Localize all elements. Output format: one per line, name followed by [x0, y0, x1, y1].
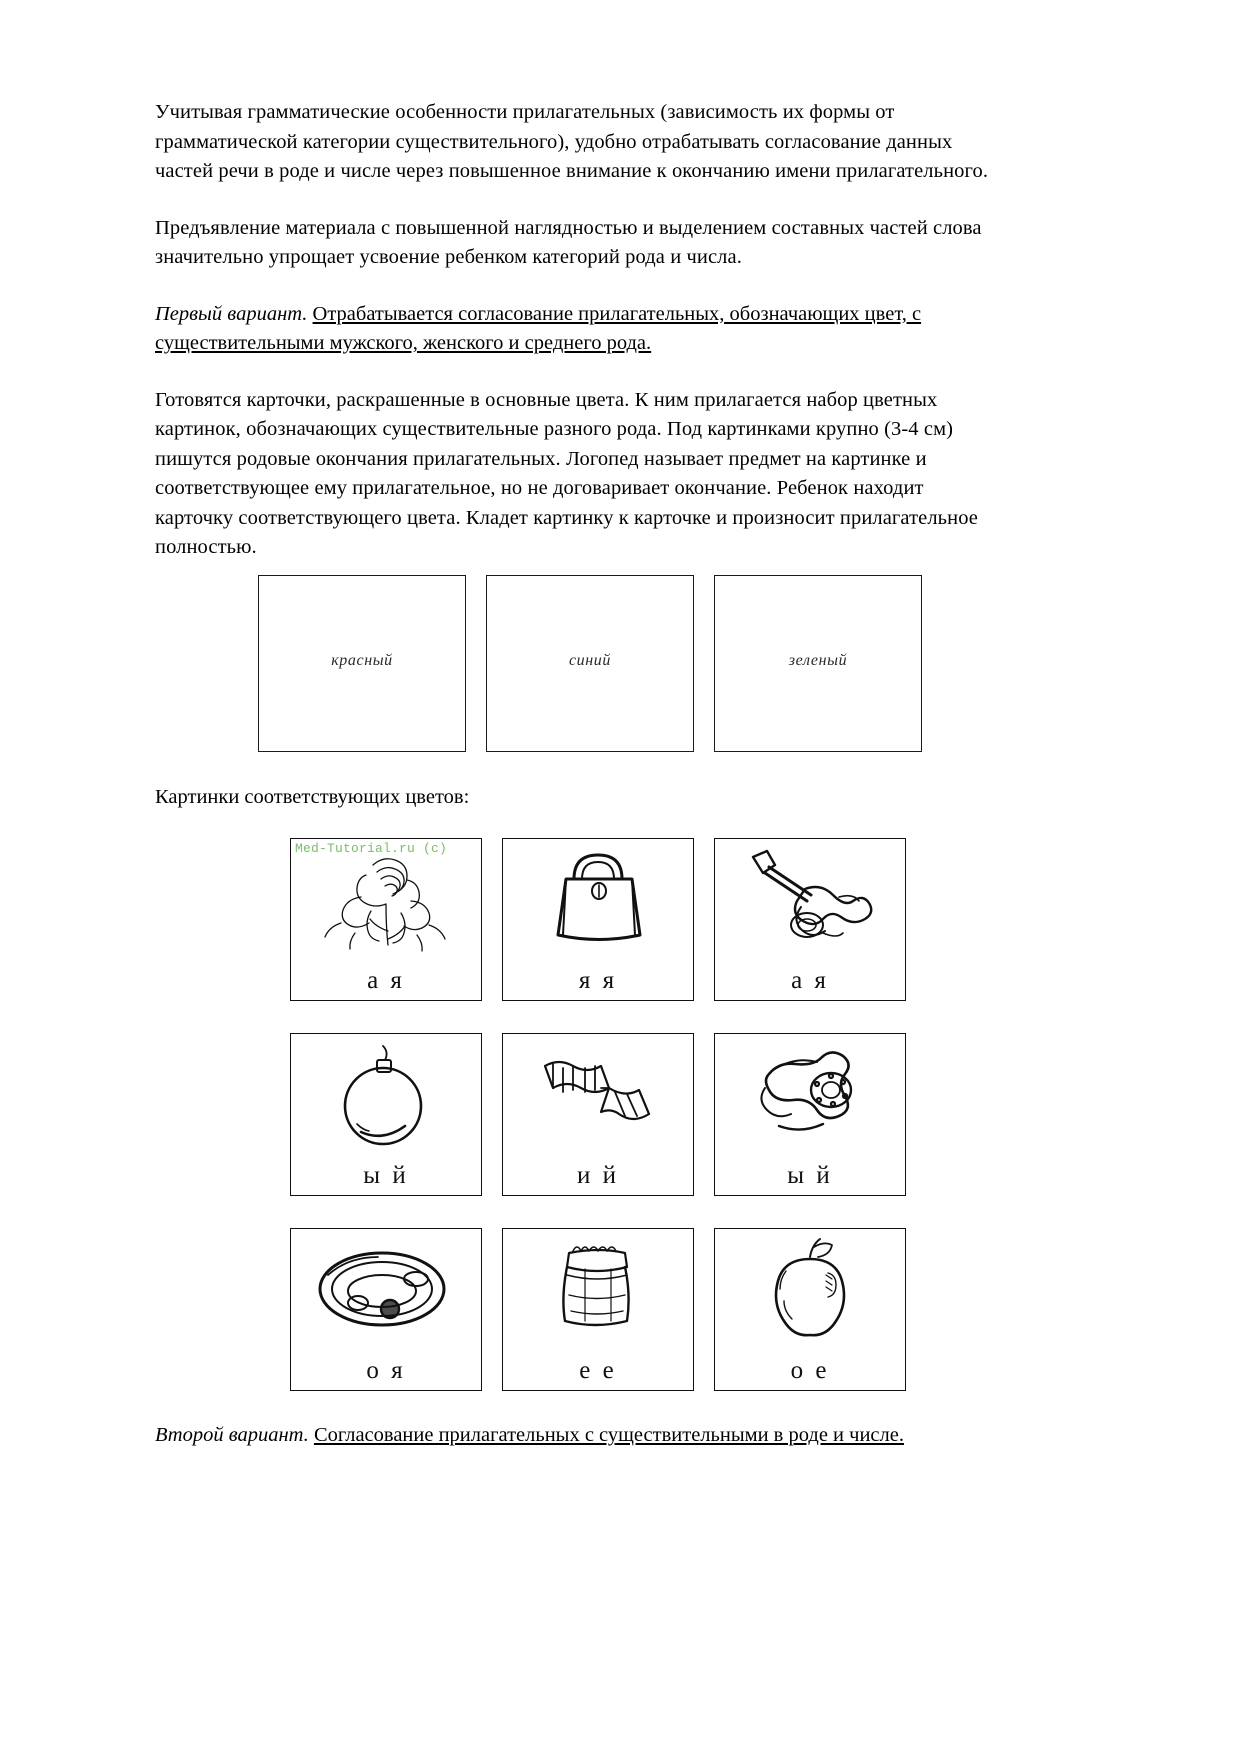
variant-one-label: Первый вариант. [155, 302, 308, 325]
paragraph-presentation: Предъявление материала с повышенной наглядностью и выделением составных частей слова значительно упрощает усвоение ребенком категорий рода и числа. [155, 216, 982, 268]
color-card-green [714, 575, 922, 752]
picture-ending: ы й [363, 1162, 409, 1189]
picture-ending: о я [366, 1357, 406, 1384]
steering-wheel-icon [291, 1233, 481, 1345]
color-card-label: зеленый [788, 652, 848, 669]
picture-cell-scarf [502, 1033, 694, 1196]
color-card-label: красный [331, 652, 393, 669]
watermark-text: Med-Tutorial.ru (c) [295, 841, 448, 856]
picture-ending: а я [791, 967, 829, 994]
variant-two-text: Согласование прилагательных с существительными в роде и числе. [313, 1424, 904, 1446]
picture-cell-steering-wheel [290, 1228, 482, 1391]
ball-icon [291, 1038, 481, 1150]
bag-icon [503, 1233, 693, 1345]
color-card-red [258, 575, 466, 752]
handbag-icon [503, 843, 693, 955]
color-card-blue [486, 575, 694, 752]
picture-row [290, 838, 846, 1025]
picture-cell-handbag [502, 838, 694, 1001]
paragraph-intro: Учитывая грамматические особенности прилагательных (зависимость их формы от грамматической категории существительного), удобно отрабатывать согласование данных частей речи в роде и числе через повышенное внимание к окончанию имени прилагательного. [155, 101, 989, 182]
document-body [155, 98, 995, 590]
color-card-label: синий [568, 652, 612, 669]
picture-ending: о е [790, 1357, 830, 1384]
picture-ending: ы й [787, 1162, 833, 1189]
paragraph-method: Готовятся карточки, раскрашенные в основные цвета. К ним прилагается набор цветных картинок, обозначающих существительные разного рода. Под картинками крупно (3-4 см) пишутся родовые окончания прилагательных. Логопед называет предмет на картинке и соответствующее ему прилагательное, но не договаривает окончание. Ребенок находит карточку соответствующего цвета. Кладет картинку к карточке и произносит прилагательное полностью. [155, 388, 979, 558]
picture-grid [290, 838, 846, 1423]
picture-ending: я я [578, 967, 618, 994]
picture-cell-ball [290, 1033, 482, 1196]
variant-one-heading [155, 300, 995, 359]
picture-ending: а я [367, 967, 405, 994]
telephone-icon [715, 1038, 905, 1150]
picture-cell-drill [714, 838, 906, 1001]
variant-two-label: Второй вариант. [155, 1424, 309, 1446]
picture-row [290, 1228, 846, 1415]
picture-cell-apple [714, 1228, 906, 1391]
variant-one-text: Отрабатывается согласование прилагательных, обозначающих цвет, с существительными мужского, женского и среднего рода. [155, 302, 922, 354]
scarf-icon [503, 1038, 693, 1150]
picture-cell-telephone [714, 1033, 906, 1196]
rose-icon [291, 843, 481, 955]
color-card-row [258, 575, 948, 755]
picture-cell-bag [502, 1228, 694, 1391]
picture-ending: е е [579, 1357, 617, 1384]
picture-row [290, 1033, 846, 1220]
drill-icon [715, 843, 905, 955]
apple-icon [715, 1233, 905, 1345]
variant-two-heading [155, 1421, 904, 1450]
picture-ending: и й [576, 1162, 619, 1189]
picture-cell-rose [290, 838, 482, 1001]
grid-caption: Картинки соответствующих цветов: [155, 786, 470, 808]
